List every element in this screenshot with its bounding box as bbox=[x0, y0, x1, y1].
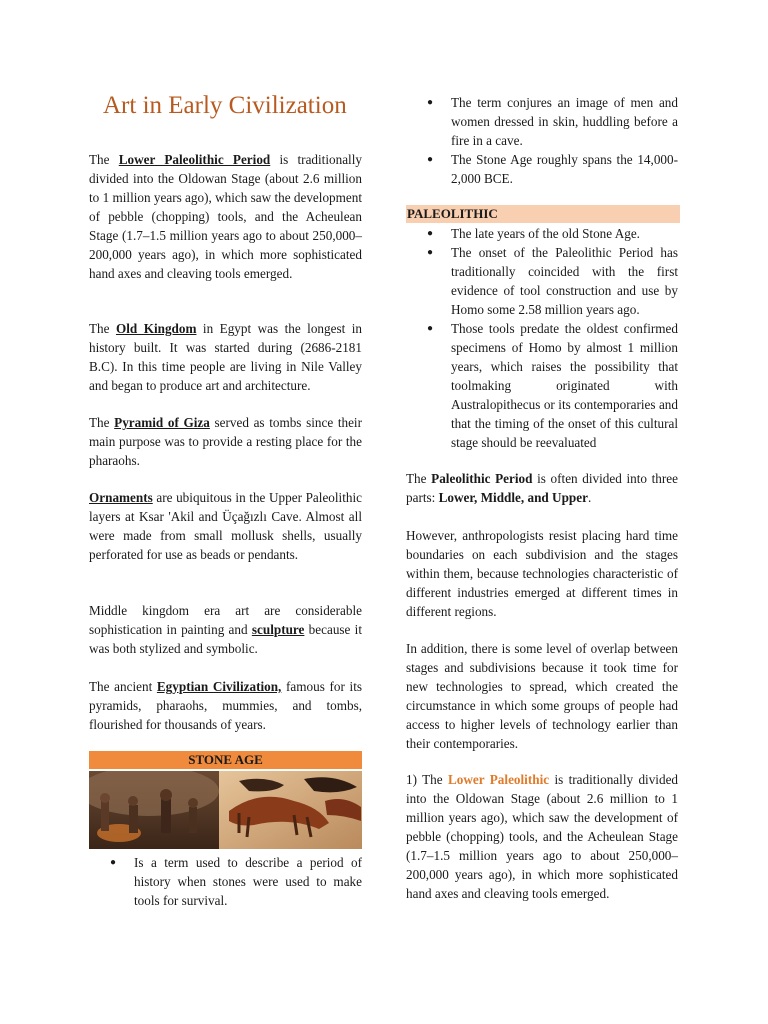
text: The term conjures an image of men and women dressed in skin, huddling before a fire in a cave. bbox=[451, 95, 678, 148]
keyword-egyptian-civilization: Egyptian Civilization, bbox=[156, 679, 282, 694]
list-item bbox=[89, 853, 362, 910]
keyword-paleolithic-period: Paleolithic Period bbox=[431, 471, 533, 486]
paragraph-lower-paleolithic bbox=[89, 150, 362, 283]
paragraph-lower-paleolithic-numbered bbox=[406, 770, 678, 903]
text: The onset of the Paleolithic Period has traditionally coincided with the first evidence of tool construction and use by Homo some 2.58 million years ago. bbox=[451, 245, 678, 317]
text: is often divided into three parts: bbox=[406, 471, 678, 505]
paleolithic-heading: PALEOLITHIC bbox=[406, 205, 680, 223]
keyword-lower-middle-upper: Lower, Middle, and Upper bbox=[438, 490, 588, 505]
cave-art-illustration bbox=[89, 771, 362, 849]
list-item bbox=[406, 243, 678, 319]
text: in Egypt was the longest in history built. It was started during (2686-2181 B.C). In this time people are living in Nile Valley and began to produce art and architecture. bbox=[89, 321, 362, 393]
paleolithic-bullet-list bbox=[406, 224, 678, 452]
keyword-sculpture: sculpture bbox=[251, 622, 305, 637]
bullet-icon: ● bbox=[427, 97, 434, 108]
list-item bbox=[406, 150, 678, 188]
keyword-pyramid-of-giza: Pyramid of Giza bbox=[114, 415, 210, 430]
text: The bbox=[89, 152, 119, 167]
text: The ancient bbox=[89, 679, 157, 694]
paragraph-middle-kingdom bbox=[89, 601, 362, 658]
text: is traditionally divided into the Oldowan Stage (about 2.6 million to 1 million years ago), which saw the development of pebble (chopping) tools, and the Acheulean Stage (1.7–1.5 million years ago to about 250,000–200,000 years ago), in which more sophisticated hand axes and cleaving tools emerged. bbox=[89, 152, 362, 281]
text: The late years of the old Stone Age. bbox=[451, 226, 640, 241]
paragraph-overlap: In addition, there is some level of overlap between stages and subdivisions because it took time for new technologies to spread, which created the circumstance in which some groups of people had access to higher levels of technology earlier than their contemporaries. bbox=[406, 641, 678, 751]
list-item bbox=[406, 224, 678, 243]
paragraph-egyptian-civilization bbox=[89, 677, 362, 734]
bullet-icon: ● bbox=[427, 247, 434, 258]
text: 1) The bbox=[406, 772, 448, 787]
text: Those tools predate the oldest confirmed specimens of Homo by almost 1 million years, which raises the possibility that toolmaking originated with Australopithecus or its contemporaries and that the timing of the onset of this cultural stage should be reevaluated bbox=[451, 321, 678, 450]
stone-age-top-bullets bbox=[406, 93, 678, 188]
paragraph-paleolithic-period bbox=[406, 469, 678, 507]
text: The bbox=[406, 471, 432, 486]
text: because it was both stylized and symbolic. bbox=[89, 622, 362, 656]
text: is traditionally divided into the Oldowan Stage (about 2.6 million to 1 million years ago), which saw the development of pebble (chopping) tools, and the Acheulean Stage (1.7–1.5 million years ago to about 250,000–200,000 years ago), in which more sophisticated hand axes and cleaving tools emerged. bbox=[406, 772, 679, 901]
highlight-lower-paleolithic: Lower Paleolithic bbox=[448, 772, 550, 787]
paragraph-pyramid-of-giza bbox=[89, 413, 362, 470]
bullet-icon: ● bbox=[427, 323, 434, 334]
text: Is a term used to describe a period of history when stones were used to make tools for survival. bbox=[134, 855, 362, 908]
list-item bbox=[406, 319, 678, 452]
paragraph-anthropologists: However, anthropologists resist placing hard time boundaries on each subdivision and the stages within them, because technologies characteristic of different industries emerged at different times in different regions. bbox=[406, 528, 678, 619]
cave-art-image bbox=[89, 771, 362, 849]
bullet-icon: ● bbox=[427, 154, 434, 165]
text: famous for its pyramids, pharaohs, mummies, and tombs, flourished for thousands of years. bbox=[89, 679, 362, 732]
text: The bbox=[89, 321, 116, 336]
keyword-ornaments: Ornaments bbox=[89, 490, 153, 505]
keyword-lower-paleolithic-period: Lower Paleolithic Period bbox=[118, 152, 271, 167]
stone-age-heading: STONE AGE bbox=[89, 751, 362, 769]
paragraph-old-kingdom bbox=[89, 319, 362, 395]
page-title: Art in Early Civilization bbox=[103, 92, 347, 119]
bullet-icon: ● bbox=[110, 857, 117, 868]
list-item bbox=[406, 93, 678, 150]
stone-age-bullet-list bbox=[89, 853, 362, 910]
paragraph-ornaments bbox=[89, 488, 362, 564]
keyword-old-kingdom: Old Kingdom bbox=[115, 321, 197, 336]
text: . bbox=[587, 490, 592, 505]
text: The Stone Age roughly spans the 14,000-2,000 BCE. bbox=[451, 152, 678, 186]
text: The bbox=[89, 415, 115, 430]
text: Middle kingdom era art are considerable sophistication in painting and bbox=[89, 603, 362, 637]
text: are ubiquitous in the Upper Paleolithic layers at Ksar 'Akil and Üçağızlı Cave. Almost all were made from small mollusk shells, usually perforated for use as beads or pendants. bbox=[89, 490, 362, 562]
bullet-icon: ● bbox=[427, 228, 434, 239]
text: served as tombs since their main purpose was to provide a resting place for the pharaohs. bbox=[89, 415, 362, 468]
